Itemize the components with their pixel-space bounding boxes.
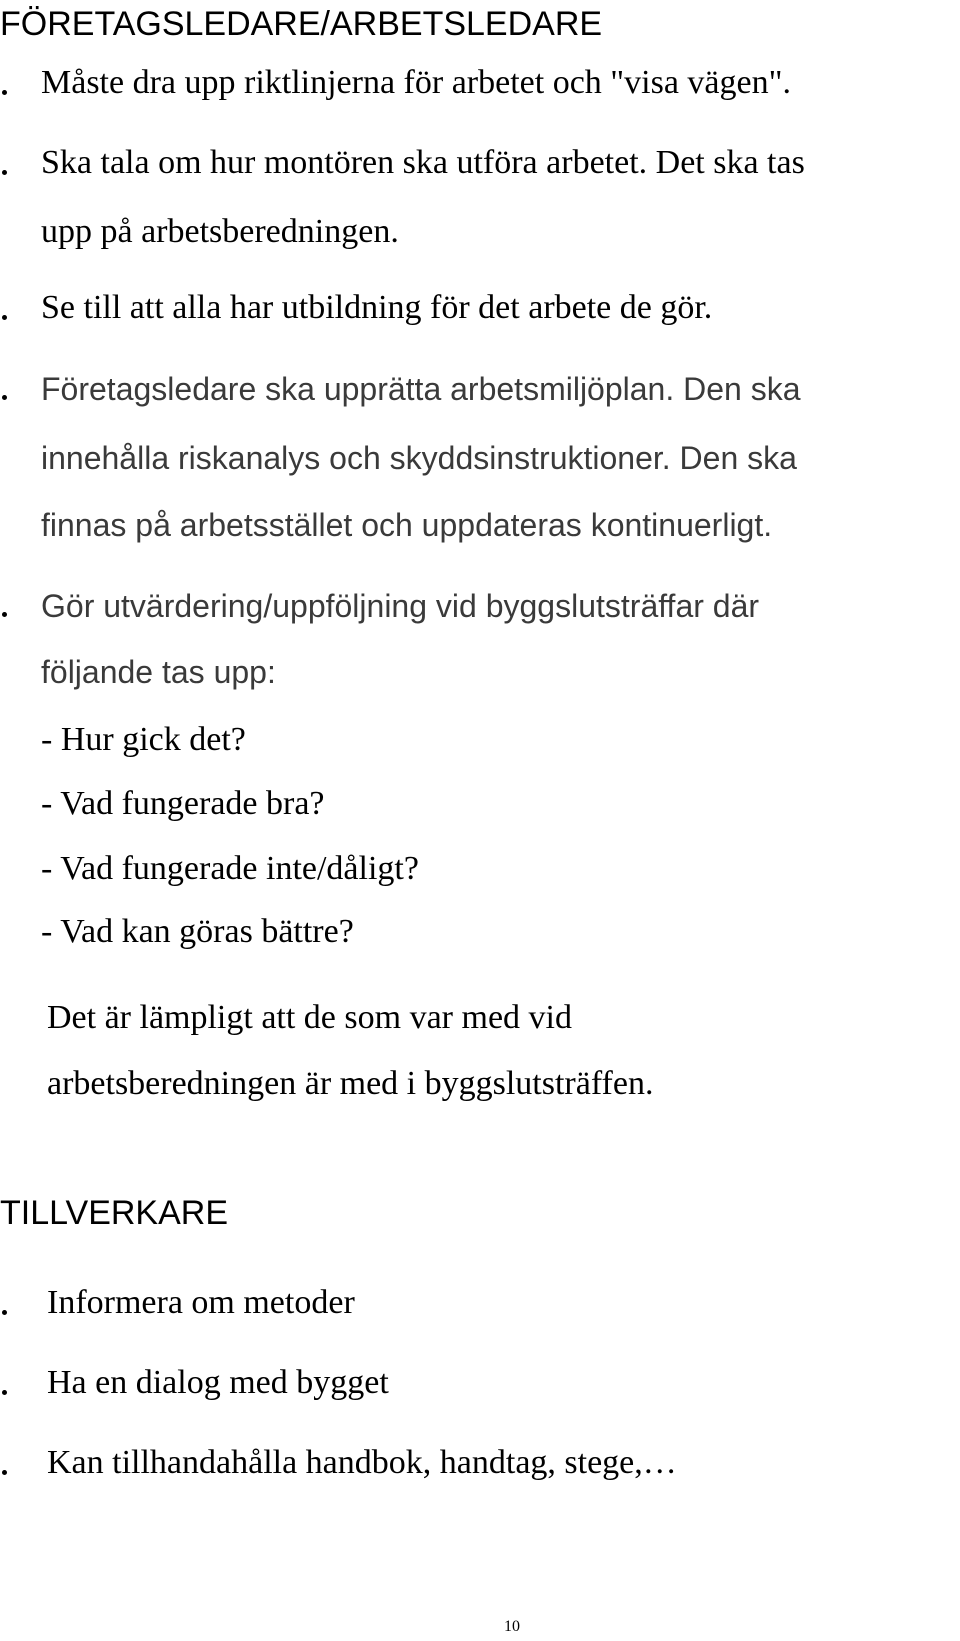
page-number: 10: [504, 1618, 520, 1635]
bullet-icon: [2, 90, 7, 95]
list-item-line: Måste dra upp riktlinjerna för arbetet och "visa vägen".: [41, 64, 791, 101]
list-item-line: finnas på arbetsstället och uppdateras kontinuerligt.: [41, 507, 773, 543]
note-paragraph-line: Det är lämpligt att de som var med vid: [47, 999, 572, 1036]
list-item-line: Gör utvärdering/uppföljning vid byggslutsträffar där: [41, 588, 760, 624]
question-line: - Vad fungerade bra?: [41, 785, 325, 822]
list-item-line: innehålla riskanalys och skyddsinstruktioner. Den ska: [41, 440, 797, 476]
list-item-line: Ha en dialog med bygget: [47, 1364, 389, 1401]
note-paragraph-line: arbetsberedningen är med i byggslutsträffen.: [47, 1065, 654, 1102]
section-heading-foretagsledare: FÖRETAGSLEDARE/ARBETSLEDARE: [0, 5, 603, 43]
bullet-icon: [2, 1470, 7, 1475]
question-line: - Vad fungerade inte/dåligt?: [41, 850, 419, 887]
bullet-icon: [2, 315, 7, 320]
question-line: - Vad kan göras bättre?: [41, 913, 354, 950]
list-item-line: upp på arbetsberedningen.: [41, 213, 399, 250]
bullet-icon: [2, 1390, 7, 1395]
list-item-line: Kan tillhandahålla handbok, handtag, stege,…: [47, 1444, 677, 1481]
section-heading-tillverkare: TILLVERKARE: [0, 1194, 229, 1232]
bullet-icon: [2, 170, 7, 175]
list-item-line: Informera om metoder: [47, 1284, 355, 1321]
list-item-line: följande tas upp:: [41, 654, 276, 690]
question-line: - Hur gick det?: [41, 721, 246, 758]
bullet-icon: [2, 1310, 7, 1315]
list-item-line: Företagsledare ska upprätta arbetsmiljöplan. Den ska: [41, 371, 801, 407]
list-item-line: Ska tala om hur montören ska utföra arbetet. Det ska tas: [41, 144, 805, 181]
bullet-icon: [2, 395, 7, 400]
bullet-icon: [2, 612, 7, 617]
list-item-line: Se till att alla har utbildning för det arbete de gör.: [41, 289, 713, 326]
